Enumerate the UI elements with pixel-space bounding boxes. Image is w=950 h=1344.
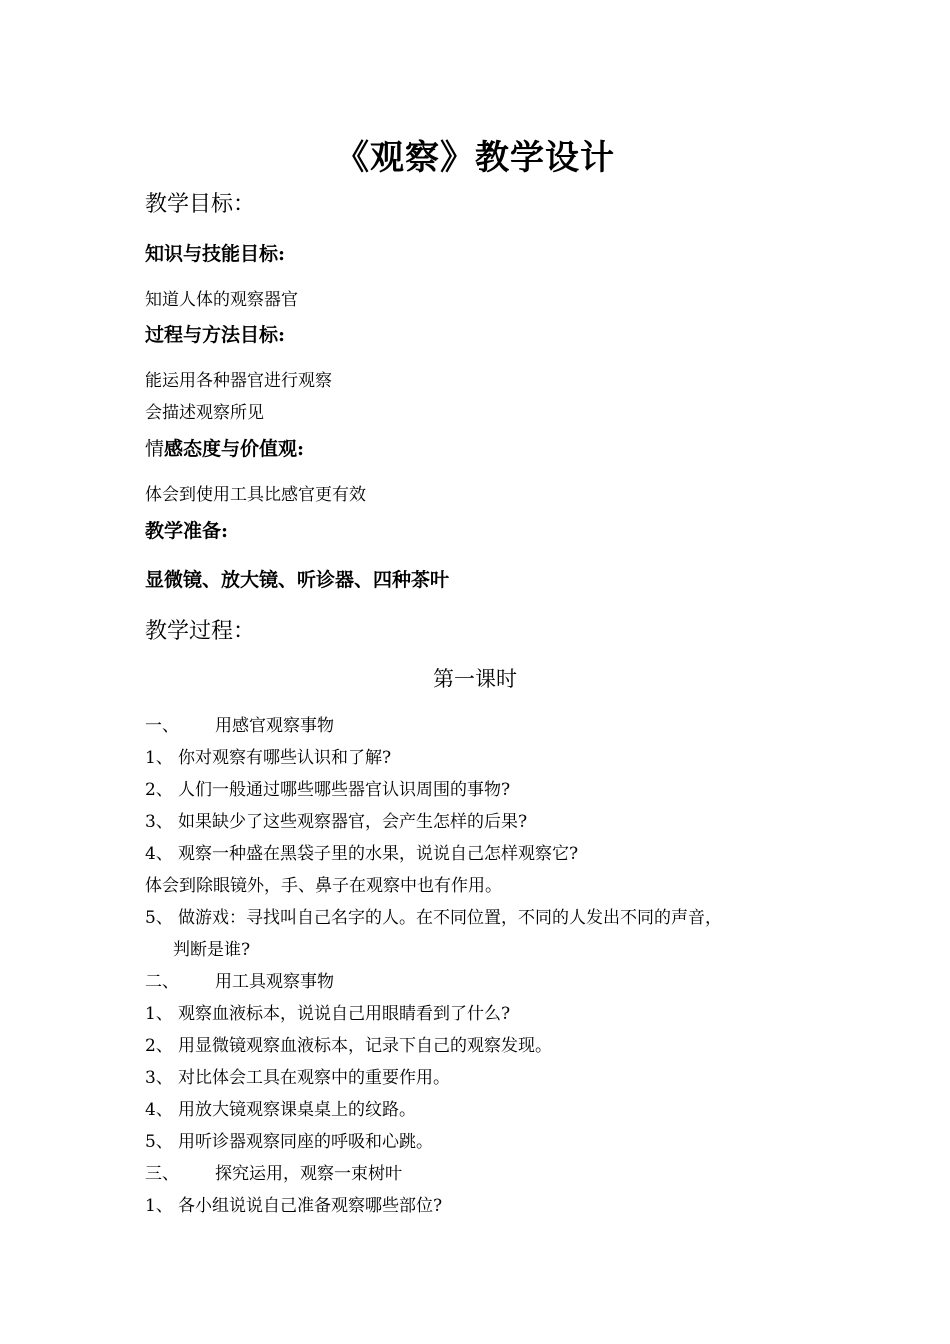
section-1-title: 用感官观察事物	[215, 716, 334, 736]
lesson-title: 第一课时	[433, 667, 517, 691]
list-item-text: 用显微镜观察血液标本，记录下自己的观察发现。	[178, 1036, 552, 1056]
list-item-num: 2、	[145, 780, 173, 800]
list-item-text: 对比体会工具在观察中的重要作用。	[178, 1068, 450, 1088]
list-item-num: 2、	[145, 1036, 173, 1056]
list-item-num: 1、	[145, 1004, 173, 1024]
list-item	[145, 807, 527, 832]
list-item	[145, 999, 510, 1024]
list-item-text: 你对观察有哪些认识和了解?	[178, 748, 392, 768]
list-item-num: 4、	[145, 844, 173, 864]
emotion-heading-rest: 感态度与价值观:	[164, 438, 305, 460]
process-item-2: 会描述观察所见	[145, 403, 264, 423]
list-item	[145, 1063, 450, 1088]
knowledge-heading: 知识与技能目标:	[145, 243, 286, 265]
document-title: 《观察》教学设计	[335, 138, 615, 178]
section-2-num: 二、	[145, 972, 179, 992]
process-item-1: 能运用各种器官进行观察	[145, 371, 332, 391]
list-item	[145, 1191, 442, 1216]
emotion-heading	[145, 434, 304, 461]
section-2-heading	[145, 967, 334, 992]
list-item-continuation: 判断是谁?	[173, 940, 251, 960]
list-item-text: 用放大镜观察课桌桌上的纹路。	[178, 1100, 416, 1120]
list-item-num: 5、	[145, 1132, 173, 1152]
prep-heading: 教学准备:	[145, 520, 229, 542]
list-item-text: 各小组说说自己准备观察哪些部位?	[178, 1196, 443, 1216]
list-item	[145, 903, 722, 928]
list-item-num: 3、	[145, 812, 173, 832]
list-item-num: 4、	[145, 1100, 173, 1120]
list-item-text: 用听诊器观察同座的呼吸和心跳。	[178, 1132, 433, 1152]
list-item-text: 人们一般通过哪些哪些器官认识周围的事物?	[178, 780, 511, 800]
list-item	[145, 743, 391, 768]
list-item	[145, 1127, 433, 1152]
section-1-heading	[145, 711, 334, 736]
list-item-num: 5、	[145, 908, 173, 928]
list-item	[145, 1031, 552, 1056]
list-item	[145, 1095, 416, 1120]
section-2-title: 用工具观察事物	[215, 972, 334, 992]
section-3-heading	[145, 1159, 402, 1184]
emotion-heading-prefix: 情	[145, 438, 165, 460]
list-item-text: 做游戏：寻找叫自己名字的人。在不同位置，不同的人发出不同的声音，	[178, 908, 722, 928]
list-item-text: 观察一种盛在黑袋子里的水果，说说自己怎样观察它?	[178, 844, 579, 864]
objectives-heading: 教学目标：	[145, 192, 256, 217]
section-3-title: 探究运用，观察一束树叶	[215, 1164, 402, 1184]
prep-items: 显微镜、放大镜、听诊器、四种茶叶	[145, 569, 450, 591]
section-1-note: 体会到除眼镜外，手、鼻子在观察中也有作用。	[145, 876, 502, 896]
list-item-num: 1、	[145, 748, 173, 768]
procedure-heading: 教学过程：	[145, 619, 256, 644]
knowledge-item: 知道人体的观察器官	[145, 290, 298, 310]
list-item-num: 3、	[145, 1068, 173, 1088]
section-3-num: 三、	[145, 1164, 179, 1184]
list-item	[145, 839, 578, 864]
list-item-num: 1、	[145, 1196, 173, 1216]
list-item-text: 观察血液标本，说说自己用眼睛看到了什么?	[178, 1004, 511, 1024]
emotion-item: 体会到使用工具比感官更有效	[145, 485, 366, 505]
list-item	[145, 775, 510, 800]
section-1-num: 一、	[145, 716, 179, 736]
list-item-text: 如果缺少了这些观察器官，会产生怎样的后果?	[178, 812, 528, 832]
process-heading: 过程与方法目标:	[145, 324, 286, 346]
